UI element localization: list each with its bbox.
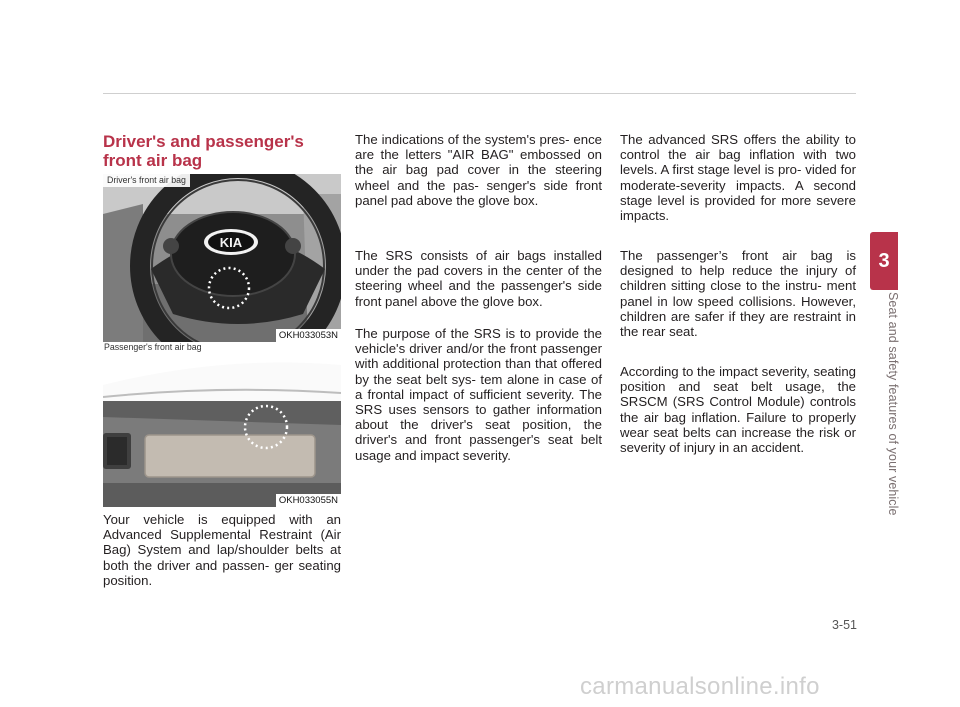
passenger-airbag-figure bbox=[103, 355, 341, 507]
driver-figure-label: Driver's front air bag bbox=[103, 174, 190, 187]
kia-logo: KIA bbox=[219, 235, 243, 250]
paragraph-impact-severity: According to the impact severity, seating position and seat belt usage, the SRSCM (SRS Control Module) controls the air bag inflation. Failure to properly wear seat belts can increase the risk or severity of injury in an accident. bbox=[620, 364, 856, 456]
chapter-title: Seat and safety features of your vehicle bbox=[886, 292, 900, 516]
dashboard-illustration bbox=[103, 355, 341, 507]
paragraph-indications: The indications of the system's pres- ence are the letters "AIR BAG" embossed on the air bag pad cover in the steering wheel and the pas- senger's side front panel pad above the glove box. bbox=[355, 132, 602, 208]
chapter-tab bbox=[870, 232, 898, 290]
watermark: carmanualsonline.info bbox=[580, 673, 820, 700]
section-heading: Driver's and passenger's front air bag bbox=[103, 132, 304, 170]
header-rule bbox=[103, 93, 856, 94]
paragraph-advanced-srs: The advanced SRS offers the ability to control the air bag inflation with two levels. A first stage level is pro- vided for moderate-severity impacts. A second stage level is provided for more severe impacts. bbox=[620, 132, 856, 224]
steering-wheel-illustration bbox=[103, 174, 341, 342]
paragraph-srs-purpose: The purpose of the SRS is to provide the vehicle's driver and/or the front passenger with additional protection than that offered by the seat belt sys- tem alone in case of a frontal impact of sufficient severity. The SRS uses sensors to gather information about the driver's seat position, the driver's and front passenger's seat belt usage and impact severity. bbox=[355, 326, 602, 463]
passenger-figure-code: OKH033055N bbox=[276, 494, 341, 507]
page-number: 3-51 bbox=[831, 618, 857, 632]
driver-airbag-figure bbox=[103, 174, 341, 342]
driver-figure-code: OKH033053N bbox=[276, 329, 341, 342]
passenger-figure-label: Passenger's front air bag bbox=[104, 342, 202, 352]
paragraph-passenger-airbag: The passenger’s front air bag is designed to help reduce the injury of children sitting close to the instru- ment panel in low speed collisions. However, children are safer if they are restraint in the rear seat. bbox=[620, 248, 856, 340]
paragraph-srs-consists: The SRS consists of air bags installed under the pad covers in the center of the steering wheel and the passenger's side front panel above the glove box. bbox=[355, 248, 602, 309]
paragraph-intro: Your vehicle is equipped with an Advanced Supplemental Restraint (Air Bag) System and lap/shoulder belts at both the driver and passen- ger seating position. bbox=[103, 512, 341, 588]
chapter-number: 3 bbox=[878, 249, 890, 272]
